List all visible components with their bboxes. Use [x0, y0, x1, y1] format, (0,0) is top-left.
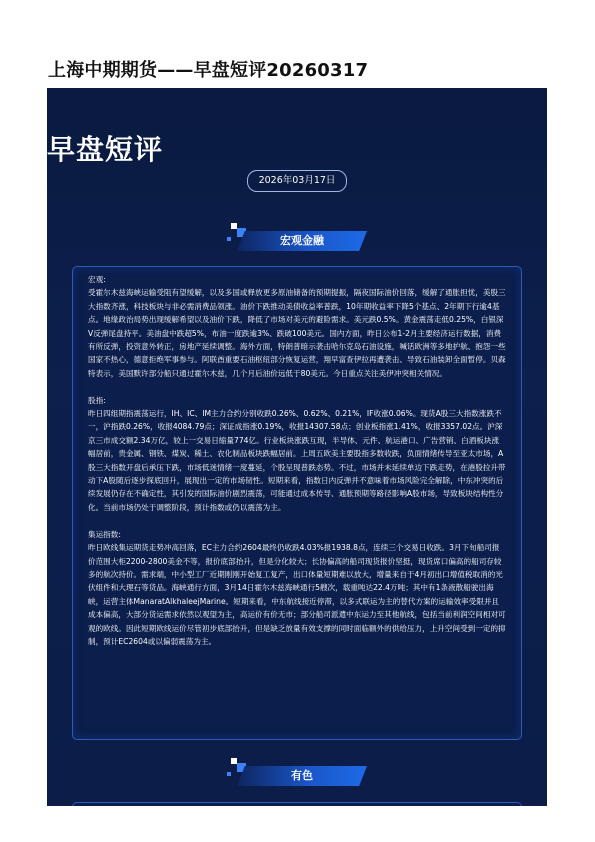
paragraph-stock-index: 昨日四组期指震荡运行，IH、IC、IM主力合约分别收跌0.26%、0.62%、0.21%，IF收涨0.06%。现货A股三大指数涨跌不一，沪指跌0.26%，收报4084.79点；深证成指涨0.19%，收报14307.58点；创业板指涨1.41%，收报3357.02点。沪深京三市成交额2.34万亿，较上一交易日缩量774亿。行业板块涨跌互现，半导体、元件、航运港口、广告营销、白酒板块涨幅居前，贵金属、钢铁、煤炭、稀土、农化制品板块跌幅居前。上周五欧美主要股指多数收跌，负面情绪传导至亚太市场，A股三大指数开盘后承压下跌，市场低迷情绪一度蔓延，个股呈现普跌态势。不过，市场并未延续单边下跌走势，在港股拉升带动下A股随后逐步探底回升，展现出一定的市场韧性。短期来看，指数日内反弹并不意味着市场风险完全解除，中东冲突的后续发展仍存在不确定性，其引发的国际油价剧烈震荡，可能通过成本传导、通胀预期等路径影响A股市场，导致板块结构性分化。当前市场仍处于调整阶段，预计指数或仍以震荡为主。: [88, 409, 506, 512]
paragraph-container-index: 昨日欧线集运期货走势冲高回落，EC主力合约2604最终仍收跌4.03%报1938.8点，连续三个交易日收跌。3月下旬船司报价范围大柜2200-2800美金不等，报价底部抬升，但是分化较大；长协偏高的船司现货报价坚挺，现货席口偏高的船司存较多的航次持价。需求端，中小型工厂近期刚刚开始复工复产，出口体量短期难以放大，增量来自于4月初出口增值税取消的光伏组件和大理石等货品。海峡通行方面，3月14日霍尔木兹海峡通行5艘次，载重吨达22.4万吨；其中有1条液散船驶出海峡，运营主体ManaratAlkhaleejMarine。短期来看，中东航线接近停滞，以多式联运为主的替代方案的运输效率受限并且成本偏高，大部分货运需求依然以观望为主，高运价有价无市；部分船司派遣中东运力至其他航线，包括当前利润空间相对可观的欧线。因此短期欧线运价尽管初步底部抬升，但是缺乏放量有效支撑的同时面临额外的供给压力，上升空间受到一定的抑制，预计EC2604或以偏弱震荡为主。: [88, 543, 506, 646]
section-header-label: 宏观金融: [280, 234, 324, 247]
section-content: [88, 273, 506, 648]
section-content-box-cutoff: [72, 802, 522, 806]
paragraph-gap: [88, 380, 506, 393]
section-content-box: [72, 266, 522, 740]
page-title: 上海中期期货——早盘短评20260317: [48, 60, 369, 81]
paragraph-macro: 受霍尔木兹海峡运输受阻有望缓解，以及多国或释放更多原油储备的预期提振，隔夜国际油价回落，缓解了通胀担忧，美股三大指数齐涨，科技板块与非必需消费品领涨。油价下跌推动美债收益率普跌，10年期收益率下降5个基点、2年期下行逾4基点。地缘政治局势出现缓解希望以及油价下跌，降低了市场对美元的避险需求。美元跌0.5%。黄金震荡走低0.25%，白银深V反弹尾盘持平。美油盘中跌超5%，布油一度跌逾3%、跌破100美元。国内方面，昨日公布1-2月主要经济运行数据，消费有所反弹，投资意外转正，房地产延续调整。海外方面，特朗普暗示袭击哈尔克岛石油设施，喊话欧洲等多地护航、抱怨一些国家不热心，德意拒绝军事参与。阿联酋重要石油枢纽部分恢复运营，翔早富查伊拉再遭袭击、导致石油装卸全面暂停。贝森特表示，美国默许部分船只通过霍尔木兹，几个月后油价远低于80美元。今日重点关注美伊冲突相关情况。: [88, 288, 506, 378]
paragraph-gap: [88, 514, 506, 527]
decor-square-icon: [227, 772, 231, 776]
heading-macro: 宏观:: [88, 275, 106, 284]
heading-stock-index: 股指:: [88, 395, 106, 405]
date-badge: 2026年03月17日: [247, 170, 347, 192]
report-panel: [47, 88, 547, 806]
section-header-label: 有色: [291, 769, 313, 782]
hero-title: 早盘短评: [47, 133, 164, 166]
heading-container-index: 集运指数:: [88, 529, 121, 539]
section-header-nonferrous: [227, 766, 367, 786]
section-header-macro-finance: [227, 231, 367, 251]
decor-square-icon: [227, 237, 231, 241]
